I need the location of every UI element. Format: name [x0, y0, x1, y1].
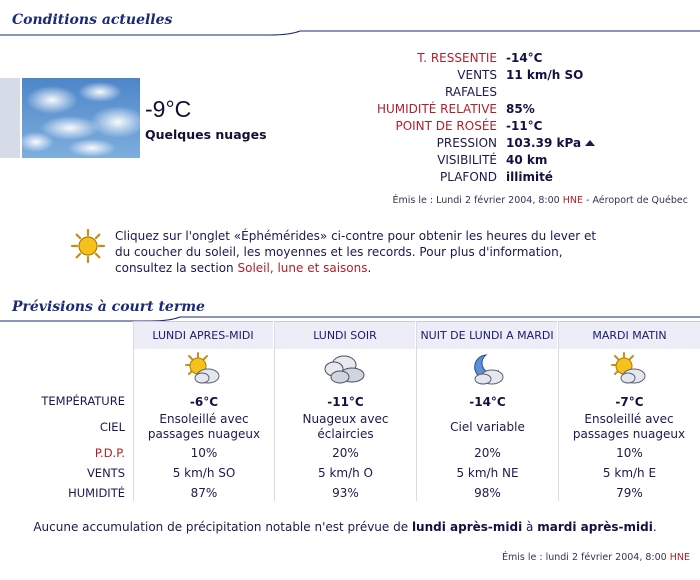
forecast-pop: 20% [332, 446, 359, 460]
detail-label: VENTS [457, 68, 497, 82]
forecast-pop: 20% [474, 446, 501, 460]
detail-row-winds [300, 68, 700, 85]
detail-label: POINT DE ROSÉE [395, 119, 497, 133]
current-conditions-header [0, 8, 700, 38]
detail-label: RAFALES [445, 85, 497, 99]
forecast-winds: 5 km/h E [602, 466, 657, 480]
image-side-strip [0, 78, 20, 158]
forecast-temperature: -11°C [327, 395, 364, 409]
detail-value: 11 km/h SO [506, 68, 584, 82]
detail-row-ceiling [300, 170, 700, 187]
forecast-period-header: LUNDI APRES-MIDI [133, 321, 273, 349]
detail-label: VISIBILITÉ [437, 153, 497, 167]
detail-label: PRESSION [436, 136, 497, 150]
forecast-temperature: -7°C [615, 395, 644, 409]
sun-icon [70, 228, 106, 267]
forecast-temperature: -14°C [469, 395, 506, 409]
detail-label: HUMIDITÉ RELATIVE [376, 102, 497, 116]
detail-row-dewpoint [300, 119, 700, 136]
sky-photo [22, 78, 140, 158]
ephemeris-info: Cliquez sur l'onglet «Éphémérides» ci-contre pour obtenir les heures du lever et du coucher du soleil, les moyennes et les records. Pour plus d'information, consultez la section Soleil, lune et saisons. [115, 229, 597, 275]
forecast-period-header: LUNDI SOIR [275, 321, 415, 349]
sun-moon-seasons-link[interactable]: Soleil, lune et saisons [237, 261, 368, 275]
forecast-winds: 5 km/h NE [456, 466, 519, 480]
detail-value: -11°C [506, 119, 543, 133]
forecast-humidity: 87% [190, 486, 218, 500]
forecast-sky: Ensoleillé avec passages nuageux [147, 412, 261, 441]
detail-row-visibility [300, 153, 700, 170]
row-label-temperature: TEMPÉRATURE [41, 394, 125, 408]
row-label-winds: VENTS [86, 466, 125, 480]
sun-cloud-icon [182, 351, 222, 390]
forecast-temperature: -6°C [189, 395, 219, 409]
forecast-sky: Ensoleillé avec passages nuageux [572, 412, 686, 441]
sun-cloud-icon [608, 351, 648, 390]
row-label-sky: CIEL [99, 420, 125, 434]
section-title: Prévisions à court terme [12, 299, 205, 315]
forecast-pop: 10% [616, 446, 643, 460]
detail-value: 40 km [506, 153, 548, 167]
detail-value: illimité [506, 170, 553, 184]
forecast-humidity: 93% [332, 486, 359, 500]
forecast-sky: Nuageux avec éclaircies [302, 412, 389, 441]
detail-row-feels-like [300, 51, 700, 68]
precipitation-note: Aucune accumulation de précipitation notable n'est prévue de lundi après-midi à mardi après-midi. [33, 520, 657, 534]
row-label-pop: P.D.P. [94, 446, 125, 460]
current-temperature: -9°C [145, 96, 192, 122]
cloudy-icon [322, 351, 366, 390]
forecast-pop: 10% [190, 446, 218, 460]
issued-timestamp: Émis le : Lundi 2 février 2004, 8:00 HNE - Aéroport de Québec [392, 195, 688, 206]
forecast-period-header: NUIT DE LUNDI A MARDI [417, 321, 557, 349]
forecast-humidity: 79% [616, 486, 643, 500]
detail-label: PLAFOND [440, 170, 497, 184]
forecast-header [0, 294, 700, 324]
detail-row-pressure [300, 136, 700, 153]
detail-value: 103.39 kPa [506, 136, 595, 150]
row-label-humidity: HUMIDITÉ [68, 486, 125, 500]
detail-row-gusts [300, 85, 700, 102]
current-description: Quelques nuages [145, 127, 267, 142]
forecast-winds: 5 km/h O [318, 466, 373, 480]
moon-cloud-icon [466, 351, 506, 390]
detail-value: -14°C [506, 51, 543, 65]
section-title: Conditions actuelles [12, 12, 173, 28]
forecast-period-header: MARDI MATIN [559, 321, 700, 349]
forecast-humidity: 98% [474, 486, 501, 500]
detail-value: 85% [506, 102, 535, 116]
forecast-winds: 5 km/h SO [172, 466, 236, 480]
detail-label: T. RESSENTIE [417, 51, 497, 65]
arrow-up-icon [585, 140, 595, 146]
forecast-sky: Ciel variable [450, 420, 525, 434]
detail-row-humidity [300, 102, 700, 119]
forecast-issued-timestamp: Émis le : lundi 2 février 2004, 8:00 HNE [502, 552, 690, 563]
